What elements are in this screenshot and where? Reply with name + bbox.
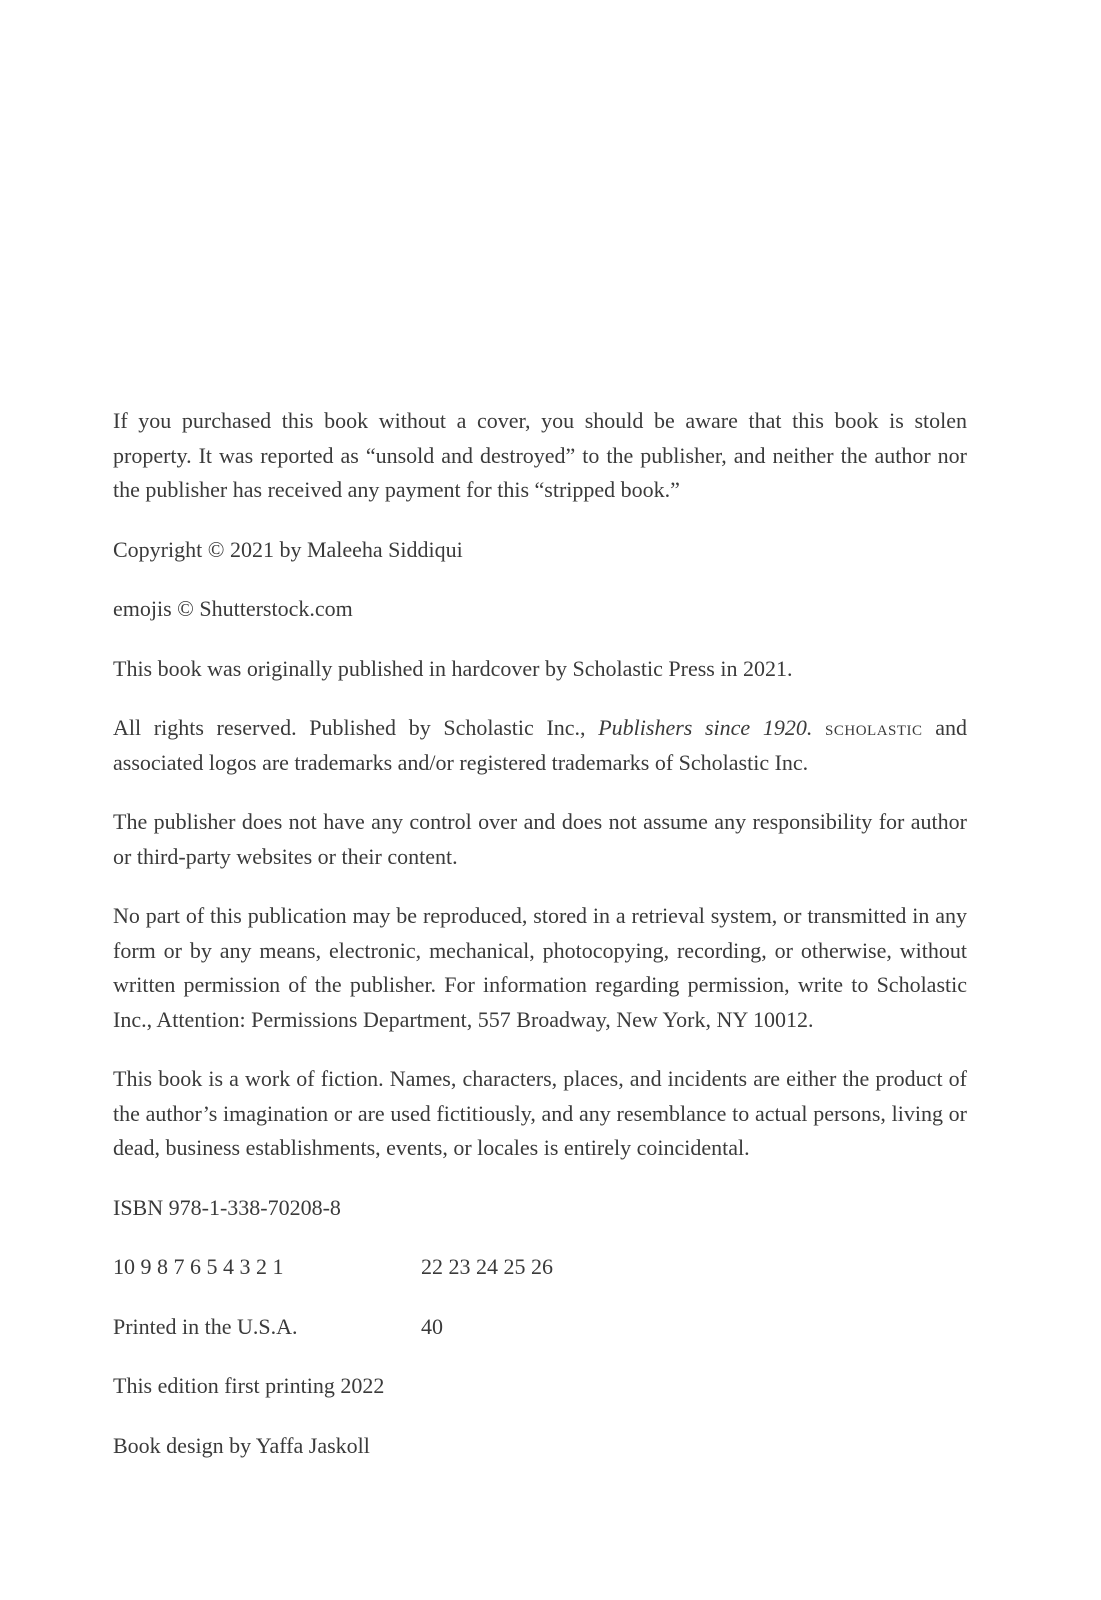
printing-numbers: 10 9 8 7 6 5 4 3 2 1 — [113, 1254, 284, 1279]
printing-years: 22 23 24 25 26 — [421, 1254, 553, 1279]
publisher-motto: Publishers since 1920. — [598, 715, 813, 740]
design-credit: Book design by Yaffa Jaskoll — [113, 1432, 370, 1458]
stripped-book-notice: If you purchased this book without a cover, you should be aware that this book is stolen property. It was reported as “unsold and destroyed” to the publisher, and neither the author nor the publisher has received any payment for this “stripped book.” — [113, 408, 967, 502]
copyright-page — [113, 404, 967, 1488]
rights-text-end: and associated logos are trademarks and/or registered trademarks of Scholastic Inc. — [113, 715, 967, 775]
rights-text-start: All rights reserved. Published by Scholastic Inc., — [113, 715, 599, 740]
printed-country: Printed in the U.S.A. — [113, 1313, 298, 1339]
fiction-disclaimer: This book is a work of fiction. Names, characters, places, and incidents are either the product of the author’s imagination or are used fictitiously, and any resemblance to actual persons, living or dead, business establishments, events, or locales is entirely coincidental. — [113, 1066, 967, 1160]
printing-line — [113, 1250, 967, 1285]
edition-note: This edition first printing 2022 — [113, 1373, 385, 1398]
printer-code: 40 — [421, 1313, 443, 1339]
rights-statement — [113, 711, 967, 780]
publisher-trademark: scholastic — [825, 715, 923, 740]
reproduction-notice: No part of this publication may be reproduced, stored in a retrieval system, or transmitted in any form or by any means, electronic, mechanical, photocopying, recording, or otherwise, without written permission of the publisher. For information regarding permission, write to Scholastic Inc., Attention: Permissions Department, 557 Broadway, New York, NY 10012. — [113, 903, 967, 1032]
websites-disclaimer: The publisher does not have any control over and does not assume any responsibility for author or third-party websites or their content. — [113, 809, 967, 869]
emoji-credit: emojis © Shutterstock.com — [113, 596, 353, 621]
original-edition-note: This book was originally published in hardcover by Scholastic Press in 2021. — [113, 655, 793, 681]
printed-in — [113, 1310, 967, 1345]
isbn: ISBN 978-1-338-70208-8 — [113, 1194, 341, 1220]
copyright-line: Copyright © 2021 by Maleeha Siddiqui — [113, 536, 463, 562]
